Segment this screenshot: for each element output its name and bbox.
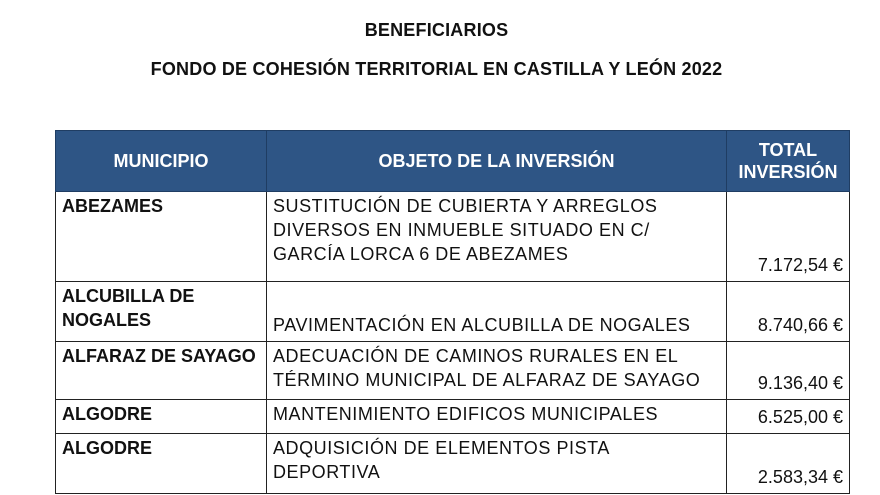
municipio-cell: ALFARAZ DE SAYAGO <box>56 342 267 400</box>
objeto-cell: PAVIMENTACIÓN EN ALCUBILLA DE NOGALES <box>267 282 727 342</box>
table-row <box>56 342 850 400</box>
table-row <box>56 400 850 434</box>
objeto-cell: ADECUACIÓN DE CAMINOS RURALES EN EL TÉRMINO MUNICIPAL DE ALFARAZ DE SAYAGO <box>267 342 727 400</box>
objeto-cell: ADQUISICIÓN DE ELEMENTOS PISTA DEPORTIVA <box>267 434 727 494</box>
table-row <box>56 434 850 494</box>
objeto-cell: SUSTITUCIÓN DE CUBIERTA Y ARREGLOS DIVERSOS EN INMUEBLE SITUADO EN C/ GARCÍA LORCA 6 DE ABEZAMES <box>267 192 727 282</box>
total-cell: 8.740,66 € <box>727 282 850 342</box>
municipio-cell: ALGODRE <box>56 434 267 494</box>
table-row <box>56 282 850 342</box>
column-header-total <box>727 131 850 192</box>
column-header-municipio: MUNICIPIO <box>56 131 267 192</box>
municipio-cell: ABEZAMES <box>56 192 267 282</box>
document-subtitle: FONDO DE COHESIÓN TERRITORIAL EN CASTILLA Y LEÓN 2022 <box>150 59 723 79</box>
column-header-total-line-1: TOTAL <box>758 140 818 160</box>
total-cell: 9.136,40 € <box>727 342 850 400</box>
total-cell: 6.525,00 € <box>727 400 850 434</box>
objeto-cell: MANTENIMIENTO EDIFICOS MUNICIPALES <box>267 400 727 434</box>
document-title: BENEFICIARIOS <box>364 20 509 40</box>
total-cell: 2.583,34 € <box>727 434 850 494</box>
municipio-cell: ALCUBILLA DE NOGALES <box>56 282 267 342</box>
beneficiaries-table <box>55 130 850 494</box>
column-header-objeto: OBJETO DE LA INVERSIÓN <box>267 131 727 192</box>
column-header-total-line-2: INVERSIÓN <box>738 162 838 182</box>
table-header-row <box>56 131 850 192</box>
total-cell: 7.172,54 € <box>727 192 850 282</box>
municipio-cell: ALGODRE <box>56 400 267 434</box>
table-row <box>56 192 850 282</box>
